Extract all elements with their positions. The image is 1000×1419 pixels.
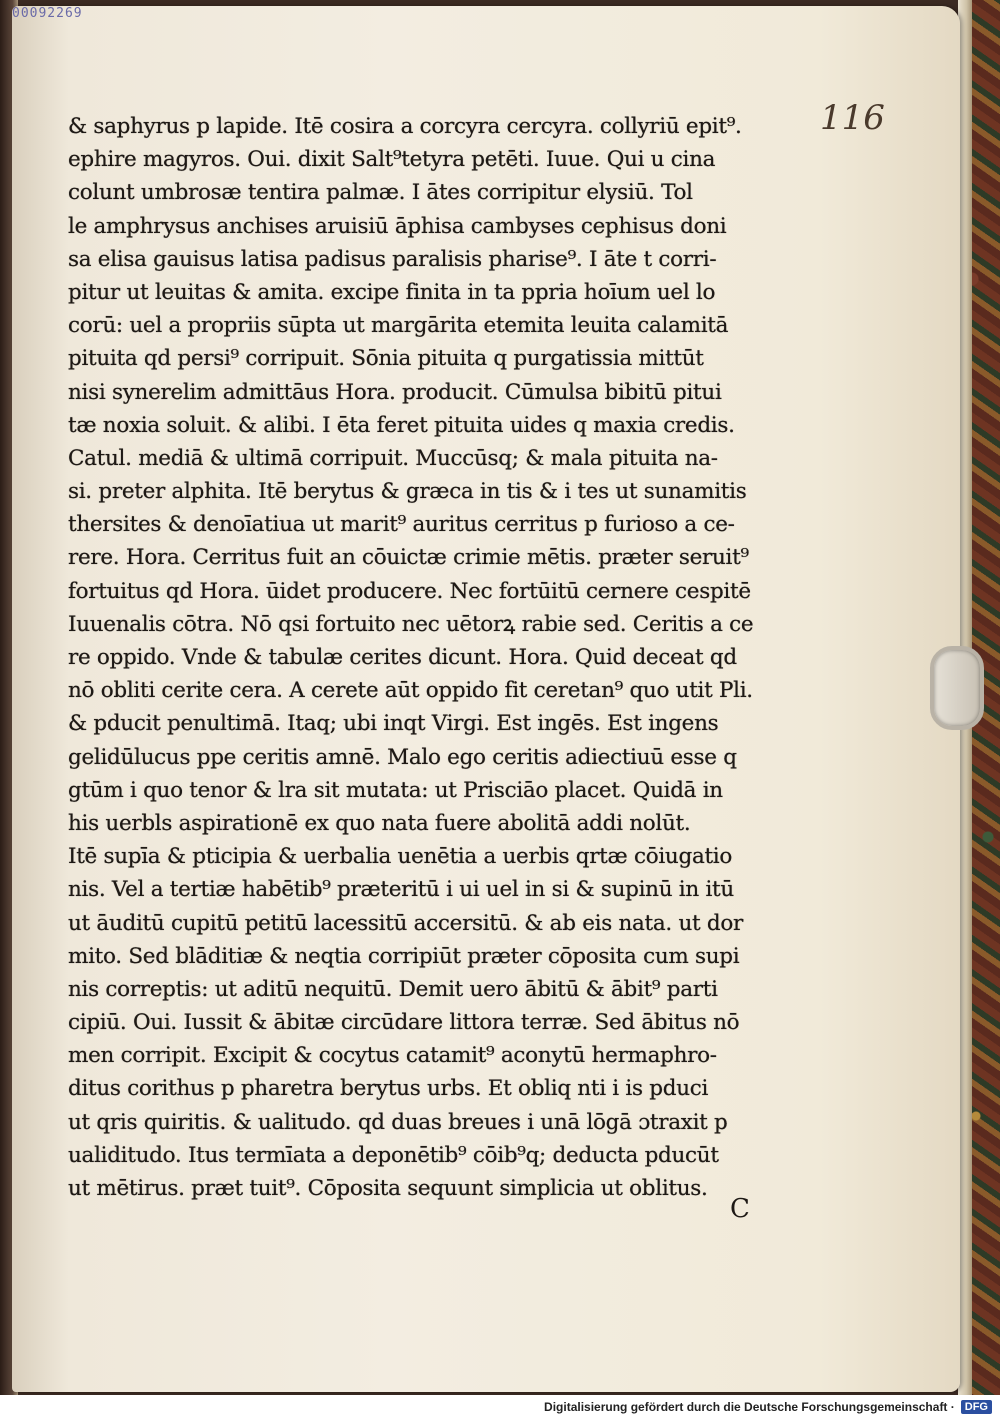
text-line: & saphyrus p lapide. Itē cosira a corcyra cercyra. collyriū epit⁹. — [68, 114, 742, 139]
text-line: nō obliti cerite cera. A cerete aūt oppido fit ceretan⁹ quo utit Pli. — [68, 678, 753, 704]
text-line: & pducit penultimā. Itaq; ubi inqt Virgi. Est ingēs. Est ingens — [68, 711, 719, 737]
text-line: ephire magyros. Oui. dixit Salt⁹tetyra petēti. Iuue. Qui u cina — [68, 147, 716, 173]
footer-bar — [0, 1395, 1000, 1419]
text-line: rere. Hora. Cerritus fuit an cōuictæ crimie mētis. præter seruit⁹ — [68, 545, 749, 571]
book-clasp-icon — [930, 646, 984, 730]
text-line: his uerbls aspirationē ex quo nata fuere abolitā addi nolūt. — [68, 810, 691, 836]
text-line: fortuitus qd Hora. ūidet producere. Nec fortūitū cernere cespitē — [68, 578, 751, 604]
text-line: Itē supīa & pticipia & uerbalia uenētia a uerbis qrtæ cōiugatio — [68, 844, 733, 870]
text-line: nis. Vel a tertiæ habētib⁹ præteritū i ui uel in si & supinū in itū — [68, 877, 734, 903]
text-line: ualiditudo. Itus termīata a deponētib⁹ cōib⁹q; deducta pducūt — [68, 1142, 719, 1168]
text-line: cipiū. Oui. Iussit & ābitæ circūdare littora terræ. Sed ābitus nō — [68, 1010, 740, 1036]
text-line: tæ noxia soluit. & alibi. I ēta feret pituita uides q maxia credis. — [68, 412, 735, 438]
text-line: men corripit. Excipit & cocytus catamit⁹ aconytū hermaphro- — [68, 1043, 717, 1069]
text-block — [68, 110, 808, 1205]
text-line: sa elisa gauisus latisa padisus paralisis pharise⁹. I āte t corri- — [68, 246, 717, 272]
text-line: si. preter alphita. Itē berytus & græca in tis & i tes ut sunamitis — [68, 479, 747, 505]
text-line: Catul. mediā & ultimā corripuit. Muccūsq; & mala pituita na- — [68, 445, 718, 471]
text-line: ut qris quiritis. & ualitudo. qd duas breues i unā lōgā ɔtraxit p — [68, 1109, 728, 1135]
text-line: le amphrysus anchises aruisiū āphisa cambyses cephisus doni — [68, 213, 727, 239]
text-line: ut āuditū cupitū petitū lacessitū accersitū. & ab eis nata. ut dor — [68, 910, 743, 936]
text-line: mito. Sed blāditiæ & neqtia corripiūt præter cōposita cum supi — [68, 943, 740, 969]
book-page — [12, 6, 960, 1392]
shelfmark: 00092269 — [12, 6, 83, 21]
text-line: ditus corithus p pharetra berytus urbs. Et obliq nti i is pduci — [68, 1076, 709, 1102]
text-line: nis correptis: ut aditū nequitū. Demit uero ābitū & ābit⁹ parti — [68, 976, 718, 1002]
text-line: thersites & denoīatiua ut marit⁹ auritus cerritus p furioso a ce- — [68, 512, 735, 538]
folio-number: 116 — [820, 98, 885, 138]
text-line: pituita qd persi⁹ corripuit. Sōnia pituita q purgatissia mittūt — [68, 346, 704, 372]
text-line: colunt umbrosæ tentira palmæ. I ātes corripitur elysiū. Tol — [68, 180, 693, 206]
dfg-logo: DFG — [961, 1400, 992, 1414]
footer-credit: Digitalisierung gefördert durch die Deutsche Forschungsgemeinschaft · — [544, 1400, 955, 1414]
text-line: nisi synerelim admittāus Hora. producit. Cūmulsa bibitū pitui — [68, 379, 722, 405]
text-line: pitur ut leuitas & amita. excipe finita in ta ppria hoīum uel lo — [68, 279, 716, 305]
text-line: Iuuenalis cōtra. Nō qsi fortuito nec uētorꝝ rabie sed. Ceritis a ce — [68, 611, 754, 637]
text-line: corū: uel a propriis sūpta ut margārita etemita leuita calamitā — [68, 313, 729, 339]
signature-mark: C — [730, 1194, 750, 1224]
text-line: re oppido. Vnde & tabulæ cerites dicunt. Hora. Quid deceat qd — [68, 645, 737, 670]
text-line: ut mētirus. præt tuit⁹. Cōposita sequunt simplicia ut oblitus. — [68, 1176, 708, 1201]
text-line: gelidūlucus ppe ceritis amnē. Malo ego ceritis adiectiuū esse q — [68, 744, 737, 770]
text-line: gtūm i quo tenor & lra sit mutata: ut Prisciāo placet. Quidā in — [68, 777, 723, 803]
